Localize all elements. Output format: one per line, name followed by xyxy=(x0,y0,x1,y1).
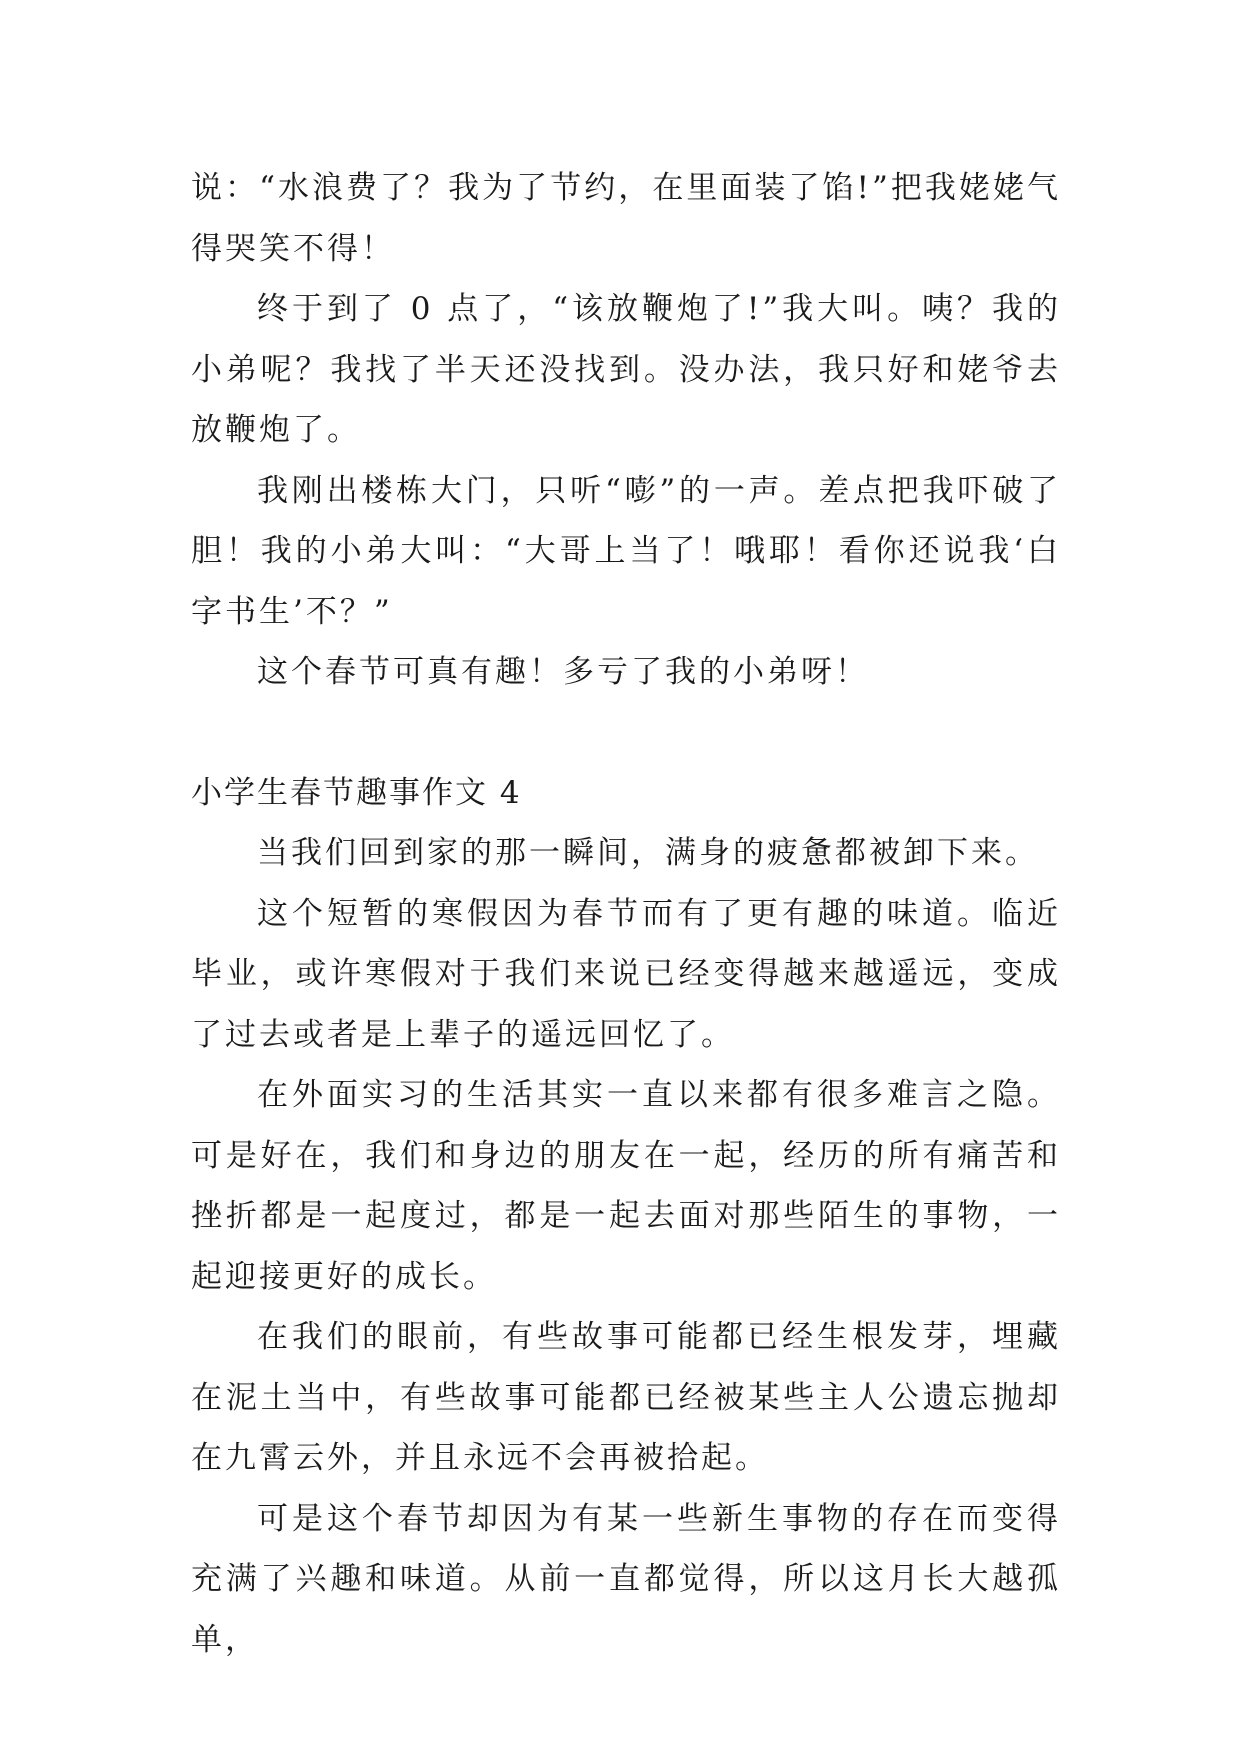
paragraph: 这个短暂的寒假因为春节而有了更有趣的味道。临近毕业，或许寒假对于我们来说已经变得越来越遥远，变成了过去或者是上辈子的遥远回忆了。 xyxy=(191,895,1061,1053)
section-gap xyxy=(191,703,1061,763)
paragraph: 我刚出楼栋大门，只听“嘭”的一声。差点把我吓破了胆！我的小弟大叫：“大哥上当了！哦耶！看你还说我‘白字书生’不？” xyxy=(191,472,1061,630)
section-heading: 小学生春节趣事作文 4 xyxy=(191,774,522,811)
paragraph: 当我们回到家的那一瞬间，满身的疲惫都被卸下来。 xyxy=(257,835,1039,871)
paragraph-continued: 说：“水浪费了？我为了节约，在里面装了馅!”把我姥姥气得哭笑不得！ xyxy=(191,170,1061,267)
paragraph: 这个春节可真有趣！多亏了我的小弟呀！ xyxy=(257,654,869,690)
paragraph: 在我们的眼前，有些故事可能都已经生根发芽，埋藏在泥土当中，有些故事可能都已经被某些主人公遗忘抛却在九霄云外，并且永远不会再被拾起。 xyxy=(191,1319,1061,1476)
paragraph: 在外面实习的生活其实一直以来都有很多难言之隐。可是好在，我们和身边的朋友在一起，经历的所有痛苦和挫折都是一起度过，都是一起去面对那些陌生的事物，一起迎接更好的成长。 xyxy=(191,1077,1061,1295)
document-body xyxy=(191,158,1061,1670)
paragraph: 终于到了 0 点了，“该放鞭炮了!”我大叫。咦？我的小弟呢？我找了半天还没找到。没办法，我只好和姥爷去放鞭炮了。 xyxy=(191,291,1061,448)
paragraph: 可是这个春节却因为有某一些新生事物的存在而变得充满了兴趣和味道。从前一直都觉得，所以这月长大越孤单， xyxy=(191,1500,1061,1658)
